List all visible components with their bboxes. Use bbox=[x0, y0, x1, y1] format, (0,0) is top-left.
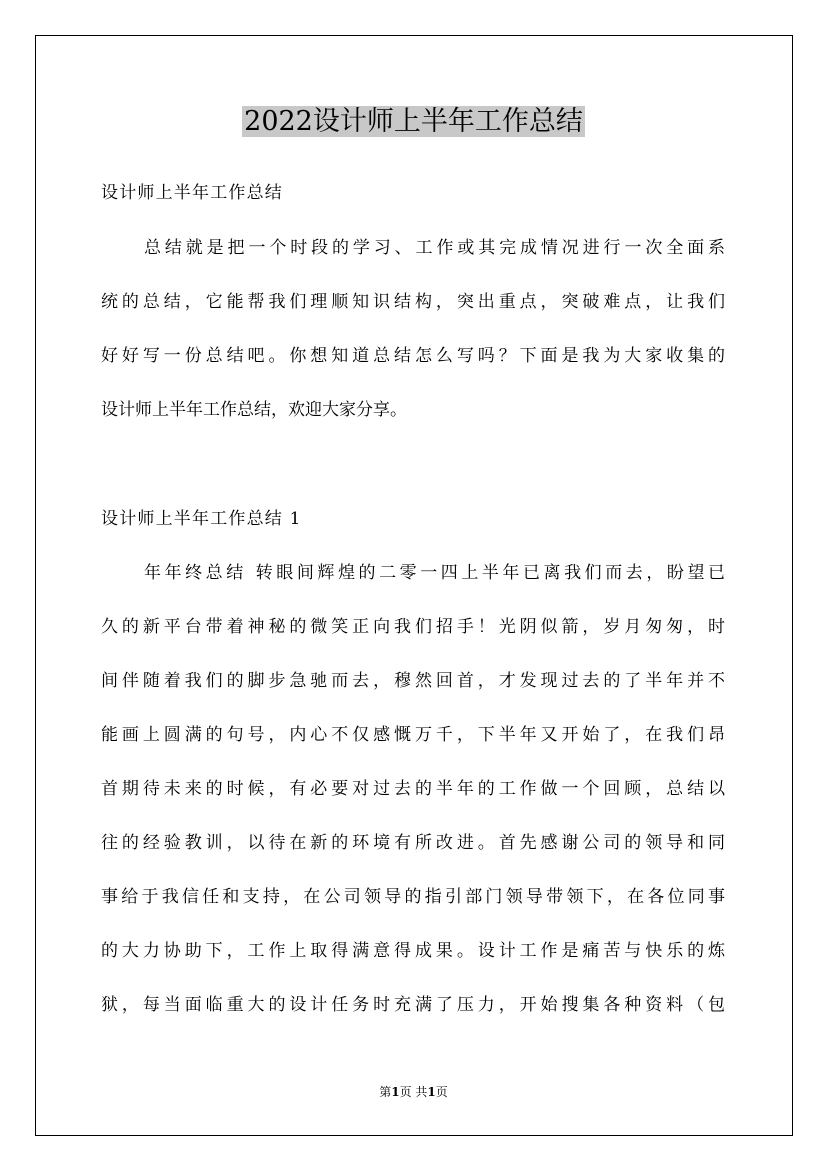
document-title bbox=[0, 100, 827, 144]
footer-suffix: 页 bbox=[435, 1085, 448, 1099]
section1-line-9: 狱，每当面临重大的设计任务时充满了压力，开始搜集各种资料（包 bbox=[101, 995, 725, 1015]
document-title-text: 2022设计师上半年工作总结 bbox=[244, 106, 583, 137]
section1-line-2: 久的新平台带着神秘的微笑正向我们招手！光阴似箭，岁月匆匆，时 bbox=[101, 617, 725, 637]
section1-line-4: 能画上圆满的句号，内心不仅感慨万千，下半年又开始了，在我们昂 bbox=[101, 725, 725, 745]
section1-heading: 设计师上半年工作总结 1 bbox=[101, 509, 302, 529]
intro-line-2: 统的总结，它能帮我们理顺知识结构，突出重点，突破难点，让我们 bbox=[101, 292, 725, 312]
footer-prefix: 第 bbox=[379, 1085, 392, 1099]
intro-line-4: 设计师上半年工作总结，欢迎大家分享。 bbox=[101, 400, 407, 420]
section1-line-1: 年年终总结 转眼间辉煌的二零一四上半年已离我们而去，盼望已 bbox=[144, 563, 725, 583]
footer-middle: 页 共 bbox=[399, 1085, 428, 1099]
section1-line-6: 往的经验教训，以待在新的环境有所改进。首先感谢公司的领导和同 bbox=[101, 833, 725, 853]
section1-line-7: 事给于我信任和支持，在公司领导的指引部门领导带领下，在各位同事 bbox=[101, 887, 725, 907]
section1-line-8: 的大力协助下，工作上取得满意得成果。设计工作是痛苦与快乐的炼 bbox=[101, 941, 725, 961]
intro-line-1: 总结就是把一个时段的学习、工作或其完成情况进行一次全面系 bbox=[144, 238, 725, 258]
intro-heading: 设计师上半年工作总结 bbox=[101, 183, 283, 203]
footer-page-number: 1 bbox=[391, 1085, 400, 1099]
page-footer bbox=[0, 1084, 827, 1100]
section1-line-5: 首期待未来的时候，有必要对过去的半年的工作做一个回顾，总结以 bbox=[101, 779, 725, 799]
footer-total-pages: 1 bbox=[427, 1085, 436, 1099]
section1-line-3: 间伴随着我们的脚步急驰而去，穆然回首，才发现过去的了半年并不 bbox=[101, 671, 725, 691]
intro-line-3: 好好写一份总结吧。你想知道总结怎么写吗？下面是我为大家收集的 bbox=[101, 346, 725, 366]
